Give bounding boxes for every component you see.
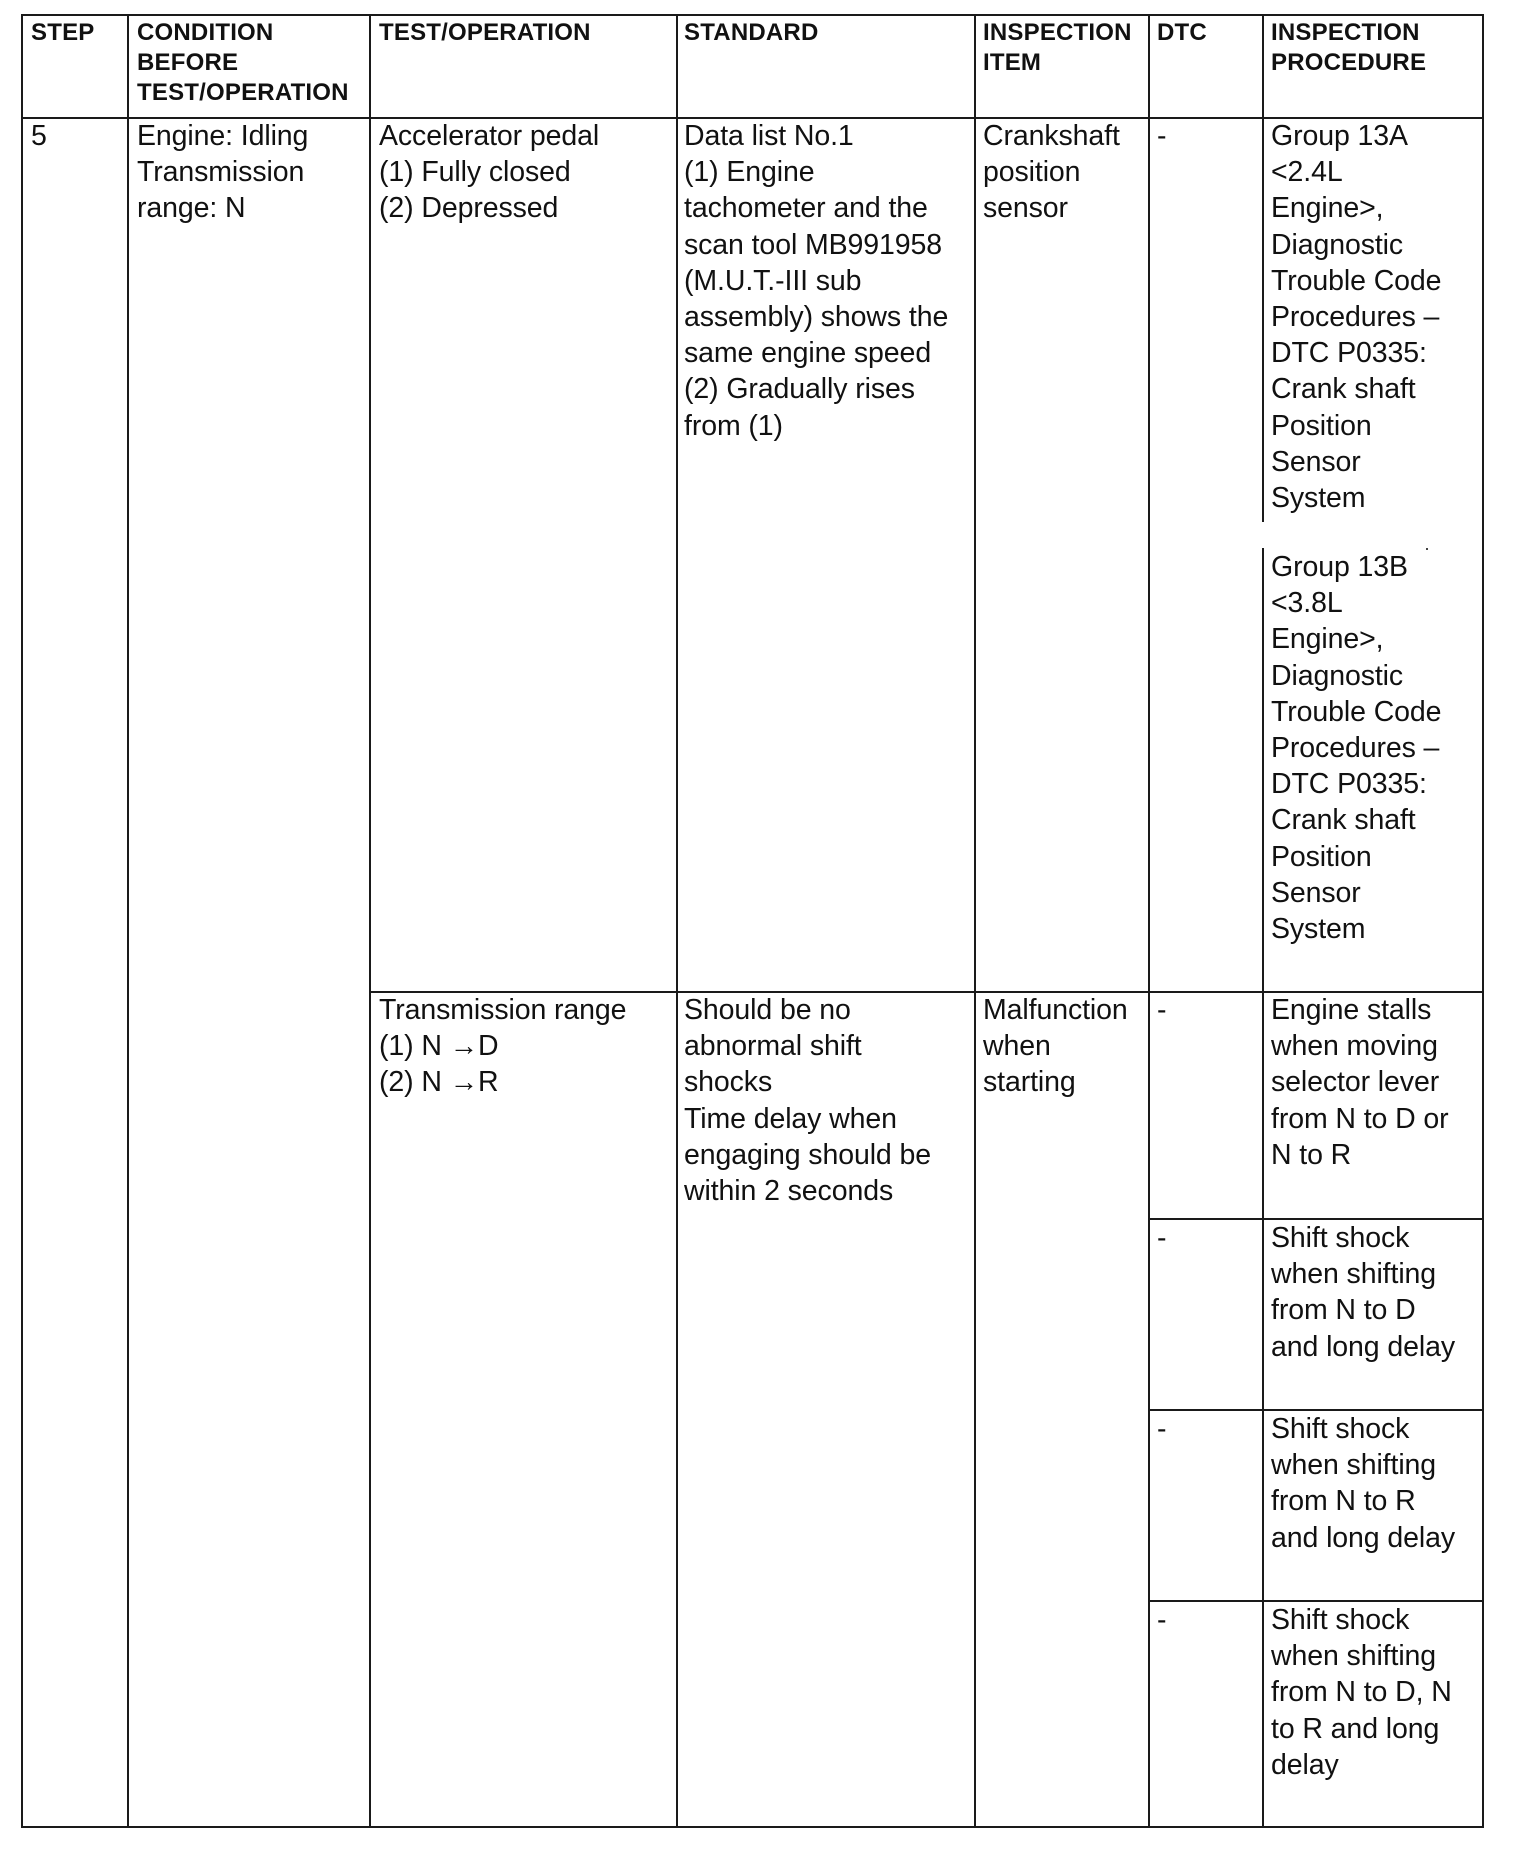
header-standard: STANDARD [684,19,819,46]
row2-sub2-procedure: Shift shock when shifting from N to D and long delay [1271,1222,1456,1363]
row1-inspection-item: Crankshaft position sensor [983,120,1120,225]
condition-text: Engine: Idling Transmission range: N [137,120,309,225]
row1-procedure-3-8l: Group 13B <3.8L Engine>, Diagnostic Trouble Code Procedures – DTC P0335: Crank shaft Position Sensor System [1271,551,1442,946]
header-condition: CONDITION BEFORE TEST/OPERATION [137,19,349,106]
column-divider-condition [369,14,371,1828]
step-number: 5 [31,120,47,152]
row1-dtc: - [1157,120,1167,152]
table-border-bottom [21,1826,1484,1828]
row2-sub2-dtc: - [1157,1222,1167,1254]
column-divider-standard [974,14,976,1828]
row2-standard: Should be no abnormal shift shocks Time delay when engaging should be within 2 seconds [684,994,932,1208]
row2-sub3-dtc: - [1157,1413,1167,1445]
column-divider-step [127,14,129,1828]
column-divider-test [676,14,678,1828]
row2-sub1-dtc: - [1157,994,1167,1026]
header-dtc: DTC [1157,19,1207,46]
row1-test-operation: Accelerator pedal (1) Fully closed (2) Depressed [379,120,600,225]
row1-standard: Data list No.1 (1) Engine tachometer and the scan tool MB991958 (M.U.T.-III sub assembly) shows the same engine speed (2) Gradually rises from (1) [684,120,949,442]
row2-inspection-item: Malfunction when starting [983,994,1128,1099]
header-test-operation: TEST/OPERATION [379,19,591,46]
row2-sub3-procedure: Shift shock when shifting from N to R and long delay [1271,1413,1456,1554]
column-divider-dtc-upper [1262,14,1264,522]
column-divider-dtc-lower [1262,548,1264,1828]
header-inspection-procedure: INSPECTION PROCEDURE [1271,19,1427,76]
row2-sub4-dtc: - [1157,1604,1167,1636]
header-step: STEP [31,19,95,46]
column-divider-item [1148,14,1150,1828]
table-border-top [21,14,1484,16]
row2-sub4-procedure: Shift shock when shifting from N to D, N to R and long delay [1271,1604,1452,1781]
table-border-left [21,14,23,1828]
table-border-right [1482,14,1484,1828]
row1-procedure-2-4l: Group 13A <2.4L Engine>, Diagnostic Trouble Code Procedures – DTC P0335: Crank shaft Position Sensor System [1271,120,1442,515]
row2-test-operation: Transmission range (1) N →D (2) N →R [379,994,627,1099]
header-inspection-item: INSPECTION ITEM [983,19,1132,76]
row2-sub1-procedure: Engine stalls when moving selector lever from N to D or N to R [1271,994,1449,1171]
